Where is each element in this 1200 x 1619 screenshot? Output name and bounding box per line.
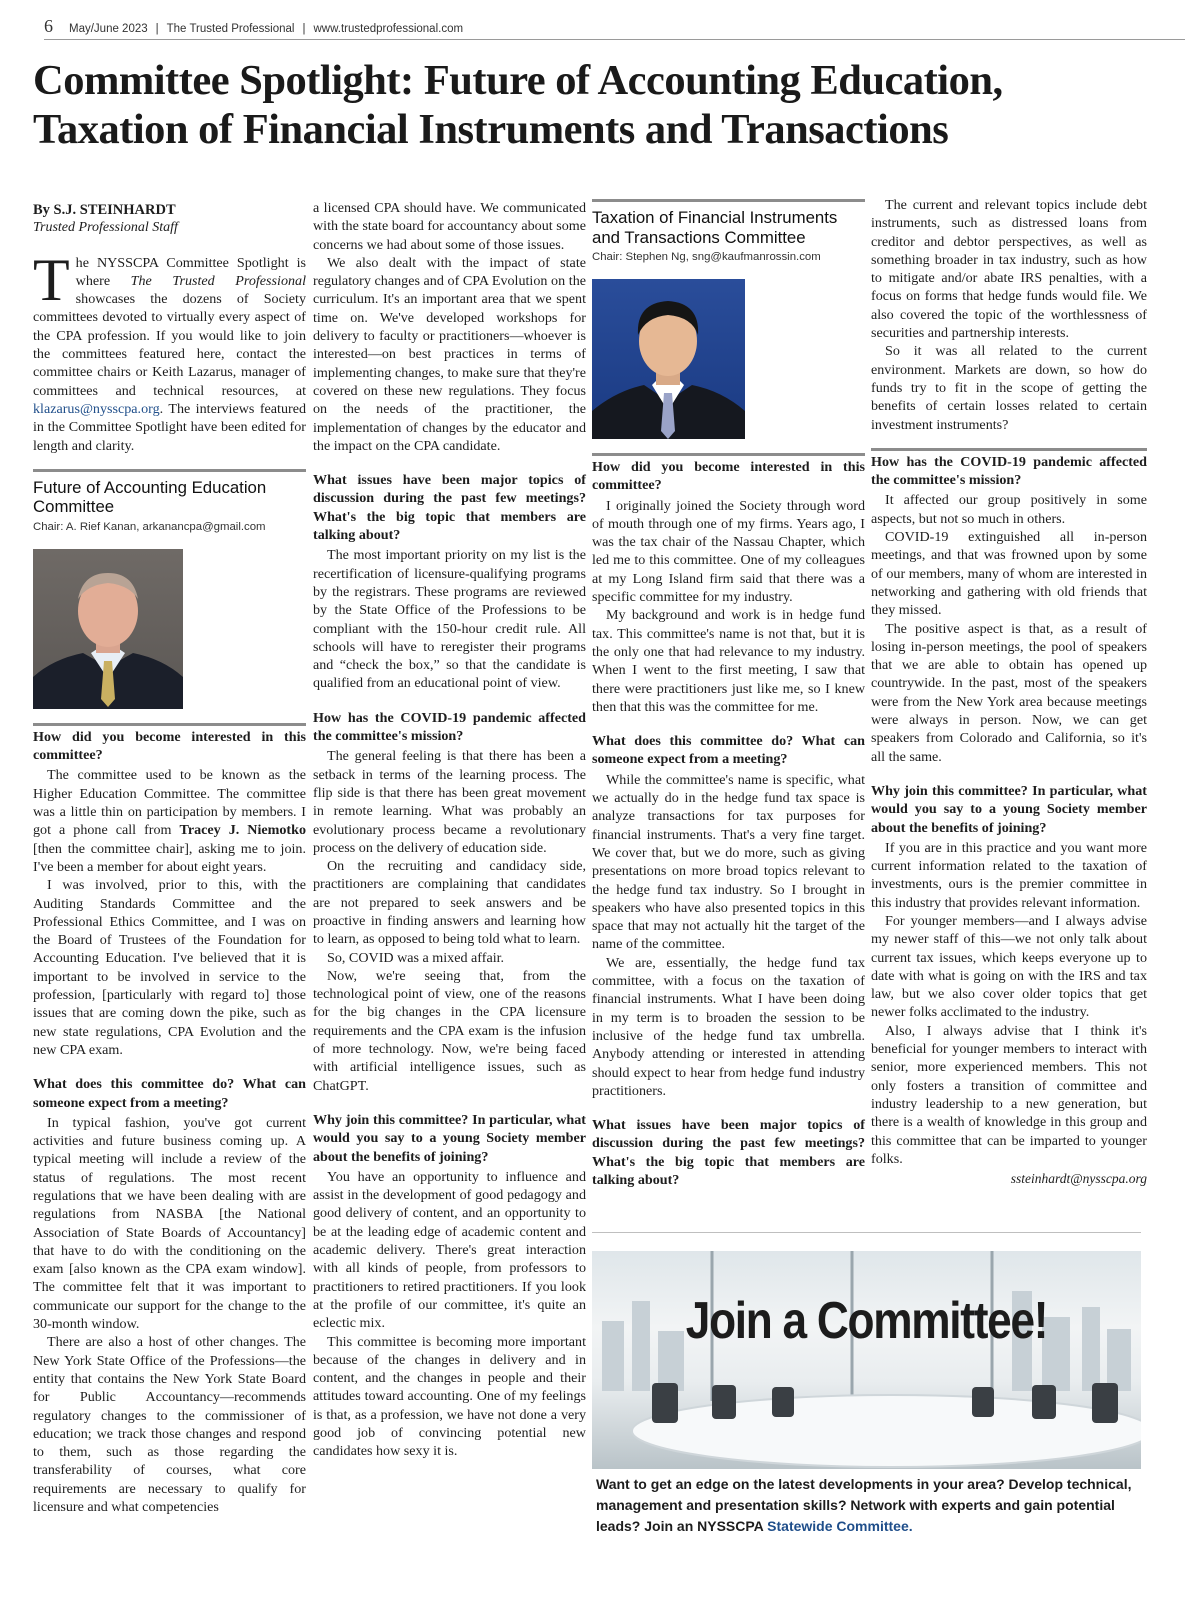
column-3 [592,199,865,1191]
column-2 [313,199,586,1461]
drop-cap: T [33,246,70,313]
answer-paragraph: I originally joined the Society through word of mouth through one of my firms. Years ago, I was the tax chair of the Nassau Chapter, which led me to this committee. One of my colleagues at my Long Island firm said that there was a specific committee for my industry. [592,497,865,606]
join-committee-ad[interactable] [592,1251,1141,1469]
question-heading: What does this committee do? What can someone expect from a meeting? [592,733,865,768]
portrait-illustration [33,549,183,709]
answer-paragraph: In typical fashion, you've got current activities and future business coming up. A typical meeting will include a review of the status of regulations. The most recent regulations that we have been dealing with are regulations from NASBA [the National Association of State Boards of Accountancy] that have to do with the conditioning on the exam [also known as the CPA exam window]. The committee felt that it was important to communicate our support for the change to the 30-month window. [33,1114,306,1333]
separator: | [302,23,306,35]
page-title [33,56,1173,154]
headline-line-1: Committee Spotlight: Future of Accounting Education, [33,57,1003,104]
answer-paragraph: You have an opportunity to influence and assist in the development of good pedagogy and good delivery of content, and an opportunity to be at the leading edge of academic content and academic delivery. There's great interaction with all kinds of people, from professors to practitioners to retired practitioners. If you look at the profile of our committee, it's quite an eclectic mix. [313,1168,586,1332]
committee-header-education [33,469,306,535]
question-heading: What issues have been major topics of discussion during the past few meetings? What's the big topic that members are talking about? [313,472,586,544]
answer-paragraph: So it was all related to the current environment. Markets are down, so how do funds try to fit in the scope of getting the benefits of certain losses related to certain investment instruments? [871,343,1147,433]
answer-paragraph: If you are in this practice and you want more current information related to the taxation of investments, ours is the premier committee in this industry that provides relevant information. [871,839,1147,911]
headline-line-2: Taxation of Financial Instruments and Transactions [33,106,949,153]
byline-role: Trusted Professional Staff [33,220,178,236]
publication-url[interactable]: www.trustedprofessional.com [313,23,464,35]
byline-author: By S.J. STEINHARDT [33,202,176,218]
question-heading: Why join this committee? In particular, what would you say to a young Society member about the benefits of joining? [871,782,1147,836]
statewide-committee-link[interactable]: Statewide Committee. [767,1518,913,1534]
publication-italic: The Trusted Professional [130,272,306,289]
answer-paragraph: Also, I always advise that I think it's beneficial for younger members to interact with senior, more experienced members. This not only fosters a transition of committee and industry leadership to a new generation, but there is a wealth of knowledge in this group and this committee that can be imparted to younger folks. [871,1022,1147,1167]
committee-header-taxation [592,199,865,265]
answer-paragraph: The general feeling is that there has been a setback in terms of the learning process. The flip side is that there has been great movement in remote learning. What was probably an evolutionary process became a revolutionary process on the delivery of education side. [313,748,586,856]
answer-paragraph: On the recruiting and candidacy side, practitioners are complaining that candidates are not prepared to seek answers and be proactive in finding answers and learning how to learn, as opposed to being told what to learn. [313,858,586,948]
chair-portrait-photo [33,549,183,709]
page-number: 6 [44,16,53,36]
ad-headline: Join a Committee! [685,1292,1048,1350]
committee-chair: Chair: Stephen Ng, sng@kaufmanrossin.com [592,251,821,263]
committee-chair: Chair: A. Rief Kanan, arkanancpa@gmail.com [33,520,266,533]
question-heading: What issues have been major topics of discussion during the past few meetings? What's the big topic that members are talking about? [592,1117,865,1188]
issue-date: May/June 2023 [69,23,148,35]
answer-paragraph: I was involved, prior to this, with the Auditing Standards Committee and the Professional Ethics Committee, and I was on the Board of Trustees of the Foundation for Accounting Education. I've believed that it is important to be involved in service to the profession, [particularly with regard to] those issues that are coming down the pike, such as new state regulations, CPA Evolution and the new CPA exam. [33,877,306,1058]
answer-paragraph: The positive aspect is that, as a result of losing in-person meetings, the pool of speakers that we are able to obtain has opened up countrywide. In the past, most of the speakers were from the New York area because meetings were always in person. Now, we can get speakers from Colorado and California, so it's all the same. [871,620,1147,765]
answer-paragraph: So, COVID was a mixed affair. [327,949,505,966]
chair-portrait-photo [592,279,745,439]
question-heading: How did you become interested in this committee? [33,728,306,764]
answer-paragraph: The current and relevant topics include debt instruments, such as distressed loans from creditor and debtor perspectives, as well as something broader in tax industry, such as how to mitigate and/or abate IRS penalties, with a focus on forms that hedge funds would file. We also covered the topic of the worthlessness of securities and partnership interests. [871,197,1147,342]
column-1 [33,201,306,1516]
contact-email-link[interactable]: klazarus@nysscpa.org [33,400,160,417]
answer-paragraph: For younger members—and I always advise my newer staff of this—we not only talk about current tax issues, which keeps everyone up to date with what is going on with the IRS and tax law, but we also cover older topics that get newer folks acclimated to the industry. [871,912,1147,1021]
portrait-illustration [592,279,745,439]
intro-paragraph: The NYSSCPA Committee Spotlight is where The Trusted Professional showcases the dozens of Society committees devoted to virtually every aspect of the CPA profession. If you would like to join the committees featured here, contact the committee chairs or Keith Lazarus, manager of committees and technical resources, at klazarus@nysscpa.org. The interviews featured in the Committee Spotlight have been edited for length and clarity. [33,246,306,454]
publication-name: The Trusted Professional [166,23,295,35]
running-head [44,14,1185,40]
committee-title: Taxation of Financial Instruments and Transactions Committee [592,208,838,247]
answer-paragraph: We also dealt with the impact of state regulatory changes and of CPA Evolution on the curriculum. It's an important area that we spent time on. We've developed workshops for delivery to faculty or practitioners—whoever is interested—on best practices in terms of implementing changes, to make sure that they're covered on these new regulations. They focus on the needs of the practitioner, the implementation of changes by the educator and the impact on the CPA candidate. [313,254,586,454]
answer-paragraph: We are, essentially, the hedge fund tax committee, with a focus on the taxation of financial instruments. What I have been doing in my term is to broaden the session to be inclusive of the hedge fund tax umbrella. Anybody attending or interested in attending should expect to hear from hedge fund industry practitioners. [592,954,865,1099]
ad-copy: Want to get an edge on the latest developments in your area? Develop technical, management and presentation skills? Network with experts and gain potential leads? Join an NYSSCPA Statewide Committee. [596,1476,1132,1534]
separator: | [155,23,159,35]
answer-paragraph: The committee used to be known as the Higher Education Committee. The committee was a little thin on participation by members. I got a phone call from Tracey J. Niemotko [then the committee chair], asking me to join. I've been a member for about eight years. [33,767,306,875]
answer-paragraph: My background and work is in hedge fund tax. This committee's name is not that, but it is the only one that had relevance to my industry. When I went to the first meeting, I saw that there were practitioners just like me, so I knew then that this was the committee for me. [592,607,865,715]
column-4 [871,196,1147,1188]
ad-divider [592,1232,1141,1233]
answer-paragraph: This committee is becoming more important because of the changes in delivery and in content, and the changes in people and their attitudes toward accounting. One of my feelings is that, as a profession, we have not done a very good job of convincing potential new candidates how sexy it is. [313,1333,586,1460]
question-heading: How has the COVID-19 pandemic affected the committee's mission? [871,453,1147,489]
question-heading: How has the COVID-19 pandemic affected the committee's mission? [313,709,586,745]
question-heading: What does this committee do? What can someone expect from a meeting? [33,1076,306,1111]
conference-room-illustration [592,1251,1141,1469]
answer-paragraph: The most important priority on my list is the recertification of licensure-qualifying programs by the registrars. These programs are reviewed by the State Office of the Professions to be compliant with the 150-hour credit rule. All schools will have to reregister their programs and “check the box,” so that the candidate is qualified from an educational point of view. [313,547,586,692]
answer-paragraph: COVID-19 extinguished all in-person meetings, and that was frowned upon by some of our members, many of whom are interested in networking and gathering with old friends that they missed. [871,529,1147,619]
answer-paragraph: It affected our group positively in some aspects, but not so much in others. [871,492,1147,527]
committee-title: Future of Accounting Education Committee [33,477,267,517]
answer-paragraph: While the committee's name is specific, what we actually do in the hedge fund tax space is analyze transactions for tax purposes for financial instruments. That's a very fine target. We cover that, but we do more, such as giving presentations on more broad topics relevant to the hedge fund tax industry. So I brought in speakers who have also presented topics in this space that may not actually hit the target of the name of the committee. [592,771,865,953]
question-heading: How did you become interested in this committee? [592,459,865,494]
person-name: Tracey J. Niemotko [179,822,306,839]
author-signature-email[interactable]: ssteinhardt@nysscpa.org [1010,1171,1147,1187]
answer-paragraph: There are also a host of other changes. The New York State Office of the Professions—the entity that contains the New York State Board for Public Accountancy—recommends regulatory changes to the commissioner of education; we track those changes and respond to them, such as those regarding the transferability of courses, what core requirements are necessary to qualify for licensure and what competencies [33,1334,306,1516]
answer-paragraph: Now, we're seeing that, from the technological point of view, one of the reasons for the big changes in the CPA licensure requirements and the CPA exam is the infusion of more technology. Now, we're being faced with artificial intelligence issues, such as ChatGPT. [313,967,586,1094]
question-heading: Why join this committee? In particular, what would you say to a young Society member about the benefits of joining? [313,1111,586,1165]
answer-paragraph: a licensed CPA should have. We communicated with the state board for accountancy about some concerns we had about some of those issues. [313,200,586,253]
